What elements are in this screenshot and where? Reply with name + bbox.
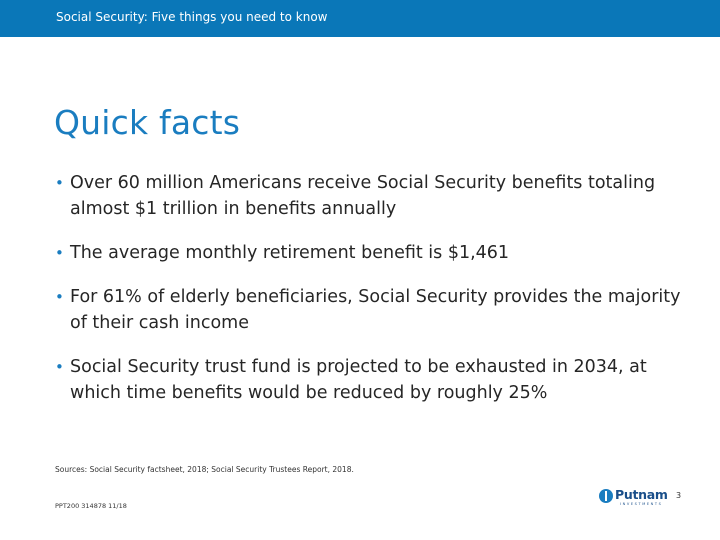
document-code: PPT200 314878 11/18 [55, 502, 127, 510]
bullet-text: For 61% of elderly beneficiaries, Social Security provides the majority of their cash income [70, 287, 681, 333]
bullet-dot-icon: • [55, 174, 64, 192]
slide-title: Quick facts [54, 103, 241, 142]
bullet-text: The average monthly retirement benefit is $1,461 [70, 243, 510, 263]
header-title: Social Security: Five things you need to know [56, 10, 328, 24]
header-bar [0, 0, 720, 37]
bullet-item [55, 240, 695, 266]
bullet-dot-icon: • [55, 288, 64, 306]
putnam-logo-icon [599, 489, 613, 503]
logo-subtext: INVESTMENTS [620, 502, 663, 506]
bullet-item [55, 354, 695, 406]
page-number: 3 [676, 491, 682, 500]
putnam-logo [599, 487, 669, 507]
bullet-item [55, 170, 695, 222]
bullet-dot-icon: • [55, 358, 64, 376]
bullet-dot-icon: • [55, 244, 64, 262]
bullet-text: Over 60 million Americans receive Social Security benefits totaling almost $1 trillion in benefits annually [70, 173, 656, 219]
sources-note: Sources: Social Security factsheet, 2018; Social Security Trustees Report, 2018. [55, 465, 354, 474]
bullet-text: Social Security trust fund is projected to be exhausted in 2034, at which time benefits would be reduced by roughly 25% [70, 357, 647, 403]
logo-wordmark: Putnam [615, 487, 668, 502]
bullet-list [55, 170, 695, 424]
bullet-item [55, 284, 695, 336]
